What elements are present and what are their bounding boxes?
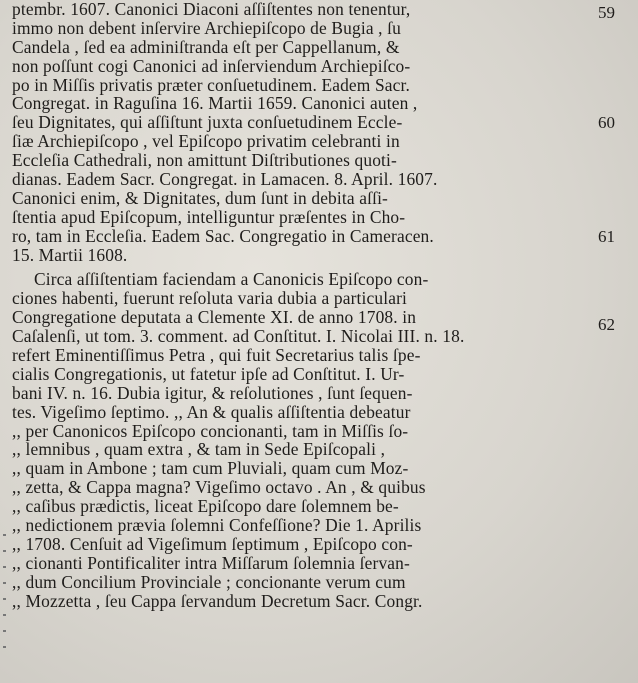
- text-line: bani IV. n. 16. Dubia igitur, & reſolutiones , ſunt ſequen-: [12, 382, 413, 403]
- text-line: ciones habenti, fuerunt reſoluta varia dubia a particulari: [12, 288, 407, 309]
- text-line: ,, dum Concilium Provinciale ; concionante verum cum: [12, 571, 406, 592]
- text-line: ,, lemnibus , quam extra , & tam in Sede Epiſcopali ,: [12, 439, 386, 460]
- margin-number: 59: [598, 3, 615, 22]
- text-line: non poſſunt cogi Canonici ad inſerviendum Archiepiſco-: [12, 55, 411, 76]
- text-line: Eccleſia Cathedrali, non amittunt Diſtributiones quoti-: [12, 150, 397, 171]
- text-line: Canonici enim, & Dignitates, dum ſunt in debita aſſi-: [12, 187, 388, 208]
- text-line: po in Miſſis privatis præter conſuetudinem. Eadem Sacr.: [12, 74, 411, 95]
- text-line: ſiæ Archiepiſcopo , vel Epiſcopo privatim celebranti in: [12, 131, 400, 152]
- text-line: Congregatione deputata a Clemente XI. de anno 1708. in: [12, 307, 417, 328]
- text-line: ,, quam in Ambone ; tam cum Pluviali, quam cum Moz-: [12, 458, 409, 479]
- text-line: ,, 1708. Cenſuit ad Vigeſimum ſeptimum , Epiſcopo con-: [12, 533, 413, 554]
- text-line: Circa aſſiſtentiam faciendam a Canonicis Epiſcopo con-: [34, 269, 429, 290]
- text-line: ptembr. 1607. Canonici Diaconi aſſiſtentes non tenentur,: [12, 0, 411, 19]
- text-line: immo non debent inſervire Archiepiſcopo de Bugia , ſu: [12, 17, 402, 38]
- text-line: ,, cionanti Pontificaliter intra Miſſarum ſolemnia ſervan-: [12, 552, 410, 573]
- left-edge-marks: [0, 520, 10, 680]
- paragraph-2: [12, 270, 594, 610]
- text-line: Congregat. in Raguſina 16. Martii 1659. Canonici auten ,: [12, 93, 418, 114]
- margin-number: 62: [598, 315, 615, 334]
- margin-number: 61: [598, 227, 615, 246]
- text-line: ,, Mozzetta , ſeu Cappa ſervandum Decretum Sacr. Congr.: [12, 590, 423, 611]
- text-line: ſeu Dignitates, qui aſſiſtunt juxta conſuetudinem Eccle-: [12, 112, 403, 133]
- text-line: cialis Congregationis, ut fatetur ipſe ad Conſtitut. I. Ur-: [12, 363, 405, 384]
- text-line: ro, tam in Eccleſia. Eadem Sac. Congregatio in Cameracen.: [12, 225, 434, 246]
- text-line: ,, nedictionem prævia ſolemni Confeſſione? Die 1. Aprilis: [12, 515, 422, 536]
- text-line: refert Eminentiſſimus Petra , qui fuit Secretarius talis ſpe-: [12, 345, 421, 366]
- text-line: 15. Martii 1608.: [12, 244, 128, 265]
- text-line: ſtentia apud Epiſcopum, intelliguntur præſentes in Cho-: [12, 206, 406, 227]
- page-text-column: [12, 0, 594, 611]
- text-line: tes. Vigeſimo ſeptimo. ,, An & qualis aſſiſtentia debeatur: [12, 401, 411, 422]
- text-line: Candela , ſed ea adminiſtranda eſt per Cappellanum, &: [12, 36, 400, 57]
- text-line: Caſalenſi, ut tom. 3. comment. ad Conſtitut. I. Nicolai III. n. 18.: [12, 326, 465, 347]
- text-line: ,, zetta, & Cappa magna? Vigeſimo octavo . An , & quibus: [12, 477, 426, 498]
- text-line: dianas. Eadem Sacr. Congregat. in Lamacen. 8. April. 1607.: [12, 169, 438, 190]
- paragraph-1: [12, 0, 594, 264]
- margin-number: 60: [598, 113, 615, 132]
- text-line: ,, caſibus prædictis, liceat Epiſcopo dare ſolemnem be-: [12, 496, 399, 517]
- text-line: ,, per Canonicos Epiſcopo concionanti, tam in Miſſis ſo-: [12, 420, 409, 441]
